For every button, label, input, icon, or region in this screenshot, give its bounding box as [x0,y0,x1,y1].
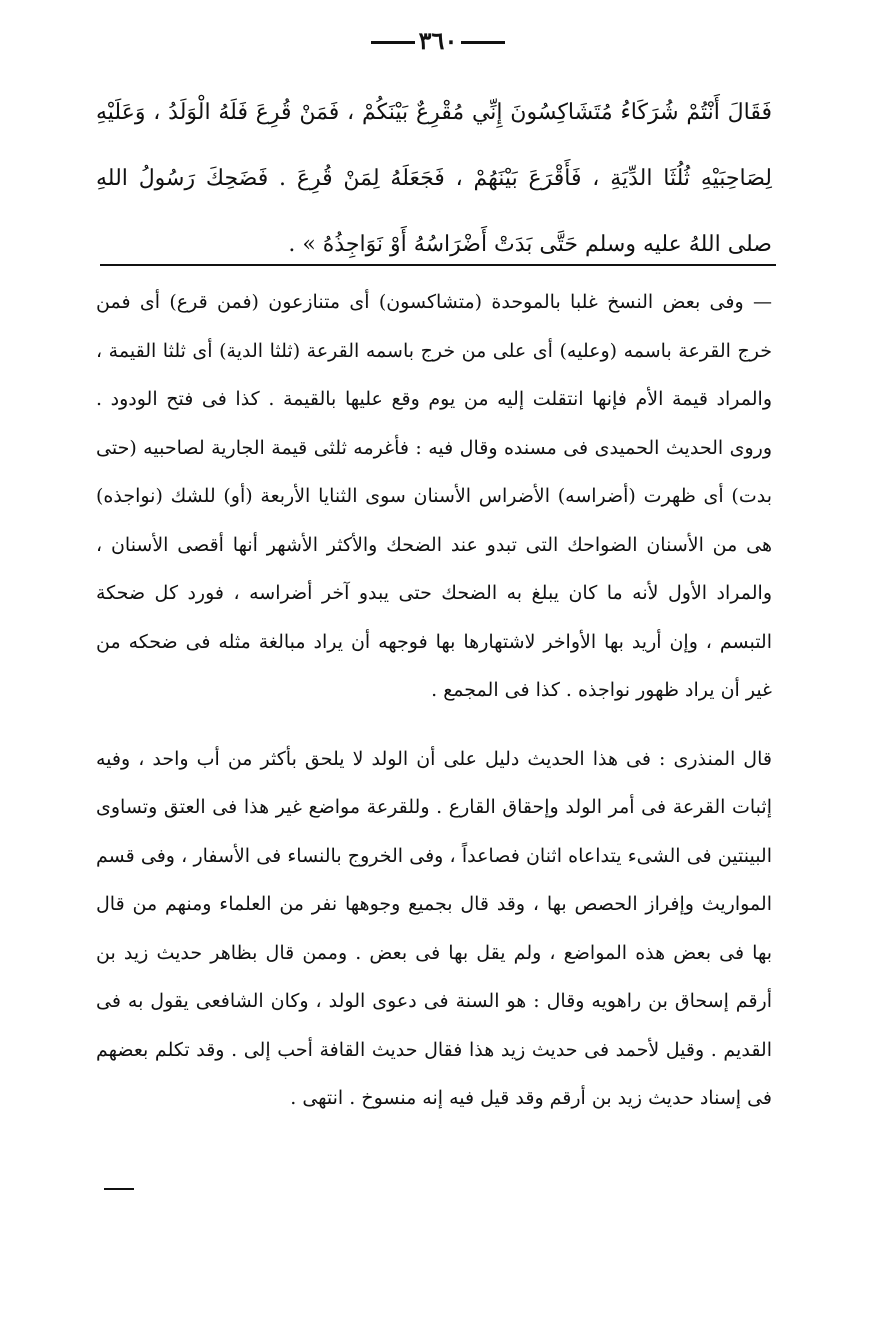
commentary [96,278,772,1123]
page-number-dash-right [461,41,505,44]
commentary-paragraph-1: — وفى بعض النسخ غلبا بالموحدة (متشاكسون) أى متنازعون (فمن قرع) أى فمن خرج القرعة باسمه (وعليه) أى على من خرج باسمه القرعة (ثلثا الدية) أى ثلثا القيمة ، والمراد قيمة الأم فإنها انتقلت إليه من يوم وقع عليها بالقيمة . كذا فى فتح الودود . وروى الحديث الحميدى فى مسنده وقال فيه : فأغرمه ثلثى قيمة الجارية لصاحبيه (حتى بدت) أى ظهرت (أضراسه) الأضراس الأسنان سوى الثنايا الأربعة (أو) للشك (نواجذه) هى من الأسنان الضواحك التى تبدو عند الضحك والأكثر الأشهر أنها أقصى الأسنان ، والمراد الأول لأنه ما كان يبلغ به الضحك حتى يبدو آخر أضراسه ، فورد كل ضحكة التبسم ، وإن أريد بها الأواخر لاشتهارها بها فوجهه أن يراد مبالغة مثله فى ضحكه من غير أن يراد ظهور نواجذه . كذا فى المجمع . [96,291,772,701]
footnote-separator [100,264,776,266]
page-number-dash-left [371,41,415,44]
page-number-text: ٣٦٠ [418,26,458,55]
page-number [0,26,876,55]
hadith-text: فَقَالَ أَنْتُمْ شُرَكَاءُ مُتَشَاكِسُونَ إِنِّي مُقْرِعٌ بَيْنَكُمْ ، فَمَنْ قُرِعَ فَلَهُ الْوَلَدُ ، وَعَلَيْهِ لِصَاحِبَيْهِ ثُلُثَا الدِّيَةِ ، فَأَقْرَعَ بَيْنَهُمْ ، فَجَعَلَهُ لِمَنْ قُرِعَ . فَضَحِكَ رَسُولُ اللهِ صلى اللهُ عليه وسلم حَتَّى بَدَتْ أَضْرَاسُهُ أَوْ نَوَاجِذُهُ » . [96,100,772,257]
continuation-dash [104,1188,134,1190]
commentary-paragraph-2: قال المنذرى : فى هذا الحديث دليل على أن الولد لا يلحق بأكثر من أب واحد ، وفيه إثبات القرعة فى أمر الولد وإحقاق القارع . وللقرعة مواضع غير هذا فى العتق وتساوى البينتين فى الشىء يتداعاه اثنان فصاعداً ، وفى الخروج بالنساء فى الأسفار ، وفى قسم المواريث وإفراز الحصص بها ، وقد قال بجميع وجوهها نفر من العلماء ومنهم من قال بها فى بعض هذه المواضع ، ولم يقل بها فى بعض . وممن قال بظاهر حديث زيد بن أرقم إسحاق بن راهويه وقال : هو السنة فى دعوى الولد ، وكان الشافعى يقول به فى القديم . وقيل لأحمد فى حديث زيد هذا فقال حديث القافة أحب إلى . وقد تكلم بعضهم فى إسناد حديث زيد بن أرقم وقد قيل فيه إنه منسوخ . انتهى . [96,747,772,1109]
